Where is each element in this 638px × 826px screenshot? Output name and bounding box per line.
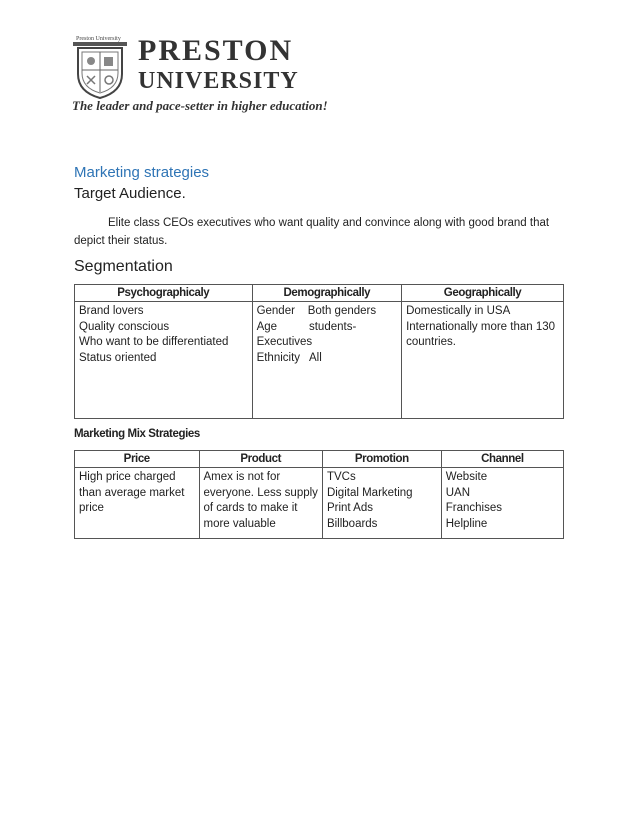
mix-header-price: Price (75, 451, 200, 468)
logo-tagline: The leader and pace-setter in higher education! (72, 98, 328, 113)
seg-header-demographic: Demographically (252, 285, 402, 302)
cell-line: Amex is not for (203, 471, 281, 483)
seg-cell-demographic (252, 302, 402, 419)
cell-line: Who want to be differentiated (79, 336, 229, 348)
seg-cell-psychographic (75, 302, 253, 419)
cell-line: Quality conscious (79, 320, 170, 333)
cell-line: Executives (256, 336, 313, 348)
cell-line: UAN (445, 486, 471, 499)
cell-line: Billboards (326, 517, 378, 530)
cell-line: Website (445, 471, 488, 483)
cell-line: Digital Marketing (326, 486, 413, 499)
cell-line: than average market (79, 486, 185, 499)
seg-header-geographic: Geographically (402, 285, 564, 302)
cell-line: Brand lovers (79, 305, 144, 317)
cell-line: Helpline (445, 517, 488, 530)
audience-text: Elite class CEOs executives who want quality and convince along with good brand that depict their status. (74, 217, 550, 247)
crest-icon (72, 34, 128, 100)
segmentation-heading: Segmentation (74, 258, 173, 275)
audience-heading: Target Audience. (74, 185, 186, 202)
logo-name-line2: UNIVERSITY (138, 68, 299, 94)
mix-header-channel: Channel (441, 451, 563, 468)
mix-header-product: Product (199, 451, 322, 468)
cell-line: Gender Both genders (256, 305, 377, 317)
marketing-mix-heading: Marketing Mix Strategies (74, 428, 200, 440)
mix-cell-channel (441, 468, 563, 539)
seg-header-psychographic: Psychographicaly (75, 285, 253, 302)
cell-line: Status oriented (79, 351, 157, 364)
table-row (75, 302, 564, 419)
table-row (75, 468, 564, 539)
segmentation-table (74, 284, 564, 419)
mix-header-promotion: Promotion (322, 451, 441, 468)
cell-line: High price charged (79, 471, 176, 483)
cell-line: Internationally more than 130 (406, 320, 556, 333)
cell-line: price (79, 502, 104, 514)
logo-name-line1: PRESTON (138, 34, 294, 67)
mix-cell-price (75, 468, 200, 539)
marketing-mix-table (74, 450, 564, 539)
cell-line: TVCs (326, 471, 356, 483)
seg-cell-geographic (402, 302, 564, 419)
cell-line: countries. (406, 336, 456, 348)
audience-paragraph (74, 214, 564, 250)
cell-line: Print Ads (326, 502, 373, 514)
cell-line: Ethnicity All (256, 351, 322, 364)
section-heading: Marketing strategies (74, 164, 210, 181)
cell-line: Age students- (256, 320, 357, 333)
cell-line: everyone. Less supply (203, 486, 318, 499)
crest-caption: Preston University (76, 36, 121, 42)
mix-cell-promotion (322, 468, 441, 539)
cell-line: Domestically in USA (406, 305, 511, 317)
university-logo (72, 34, 328, 120)
cell-line: more valuable (203, 517, 276, 530)
cell-line: of cards to make it (203, 502, 298, 514)
cell-line: Franchises (445, 502, 502, 514)
mix-cell-product (199, 468, 322, 539)
